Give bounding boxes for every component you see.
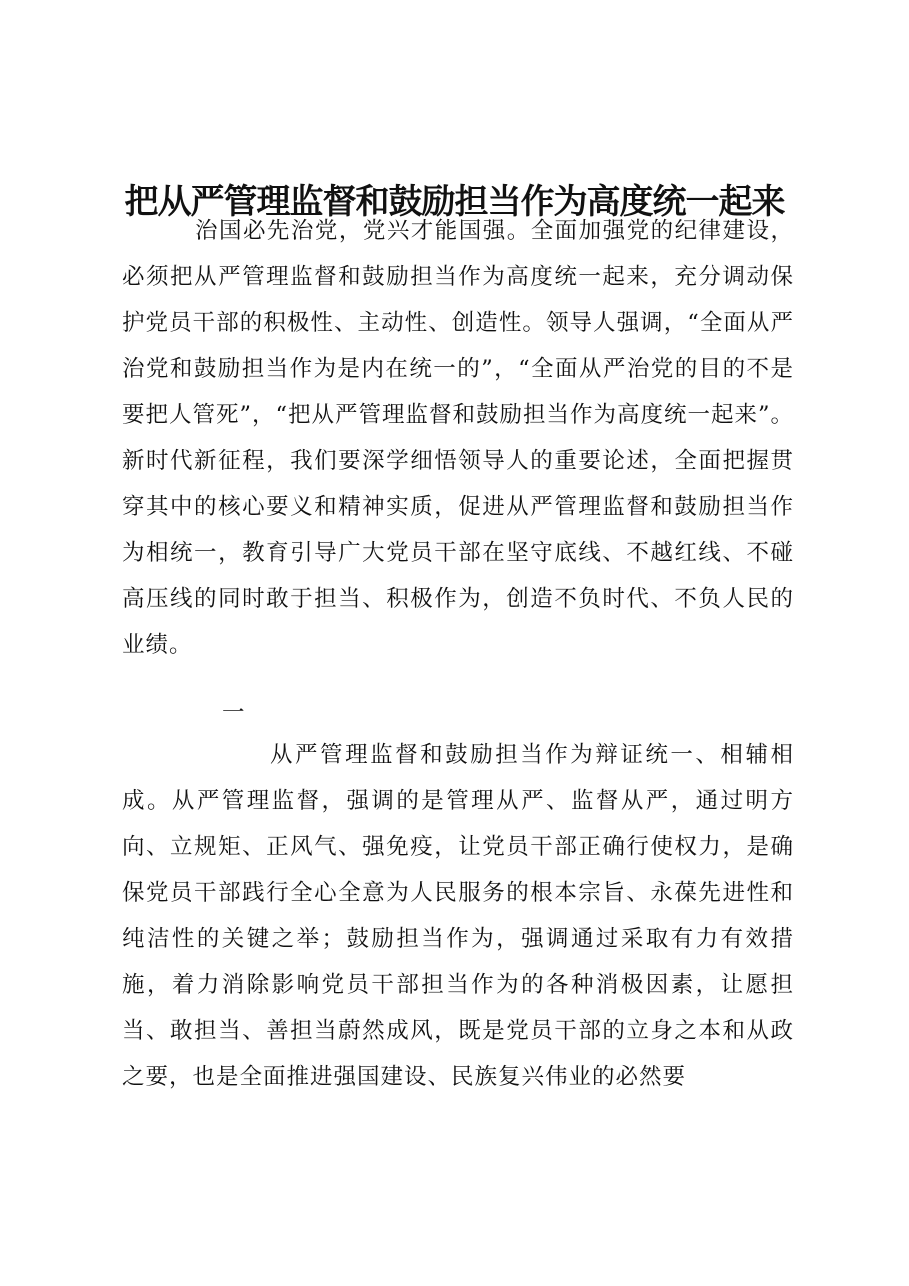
paragraph-section-one: 从严管理监督和鼓励担当作为辩证统一、相辅相成。从严管理监督，强调的是管理从严、监督从严，通过明方向、立规矩、正风气、强免疫，让党员干部正确行使权力，是确保党员干部践行全心全意为人民服务的根本宗旨、永葆先进性和纯洁性的关键之举；鼓励担当作为，强调通过采取有力有效措施，着力消除影响党员干部担当作为的各种消极因素，让愿担当、敢担当、善担当蔚然成风，既是党员干部的立身之本和从政之要，也是全面推进强国建设、民族复兴伟业的必然要 — [122, 742, 794, 1090]
document-title: 把从严管理监督和鼓励担当作为高度统一起来 — [124, 181, 785, 222]
paragraph-intro: 治国必先治党，党兴才能国强。全面加强党的纪律建设，必须把从严管理监督和鼓励担当作为高度统一起来，充分调动保护党员干部的积极性、主动性、创造性。领导人强调，“全面从严治党和鼓励担当作为是内在统一的”，“全面从严治党的目的不是要把人管死”，“把从严管理监督和鼓励担当作为高度统一起来”。新时代新征程，我们要深学细悟领导人的重要论述，全面把握贯穿其中的核心要义和精神实质，促进从严管理监督和鼓励担当作为相统一，教育引导广大党员干部在坚守底线、不越红线、不碰高压线的同时敢于担当、积极作为，创造不负时代、不负人民的业绩。 — [122, 218, 795, 658]
section-number: 一 — [222, 700, 245, 726]
